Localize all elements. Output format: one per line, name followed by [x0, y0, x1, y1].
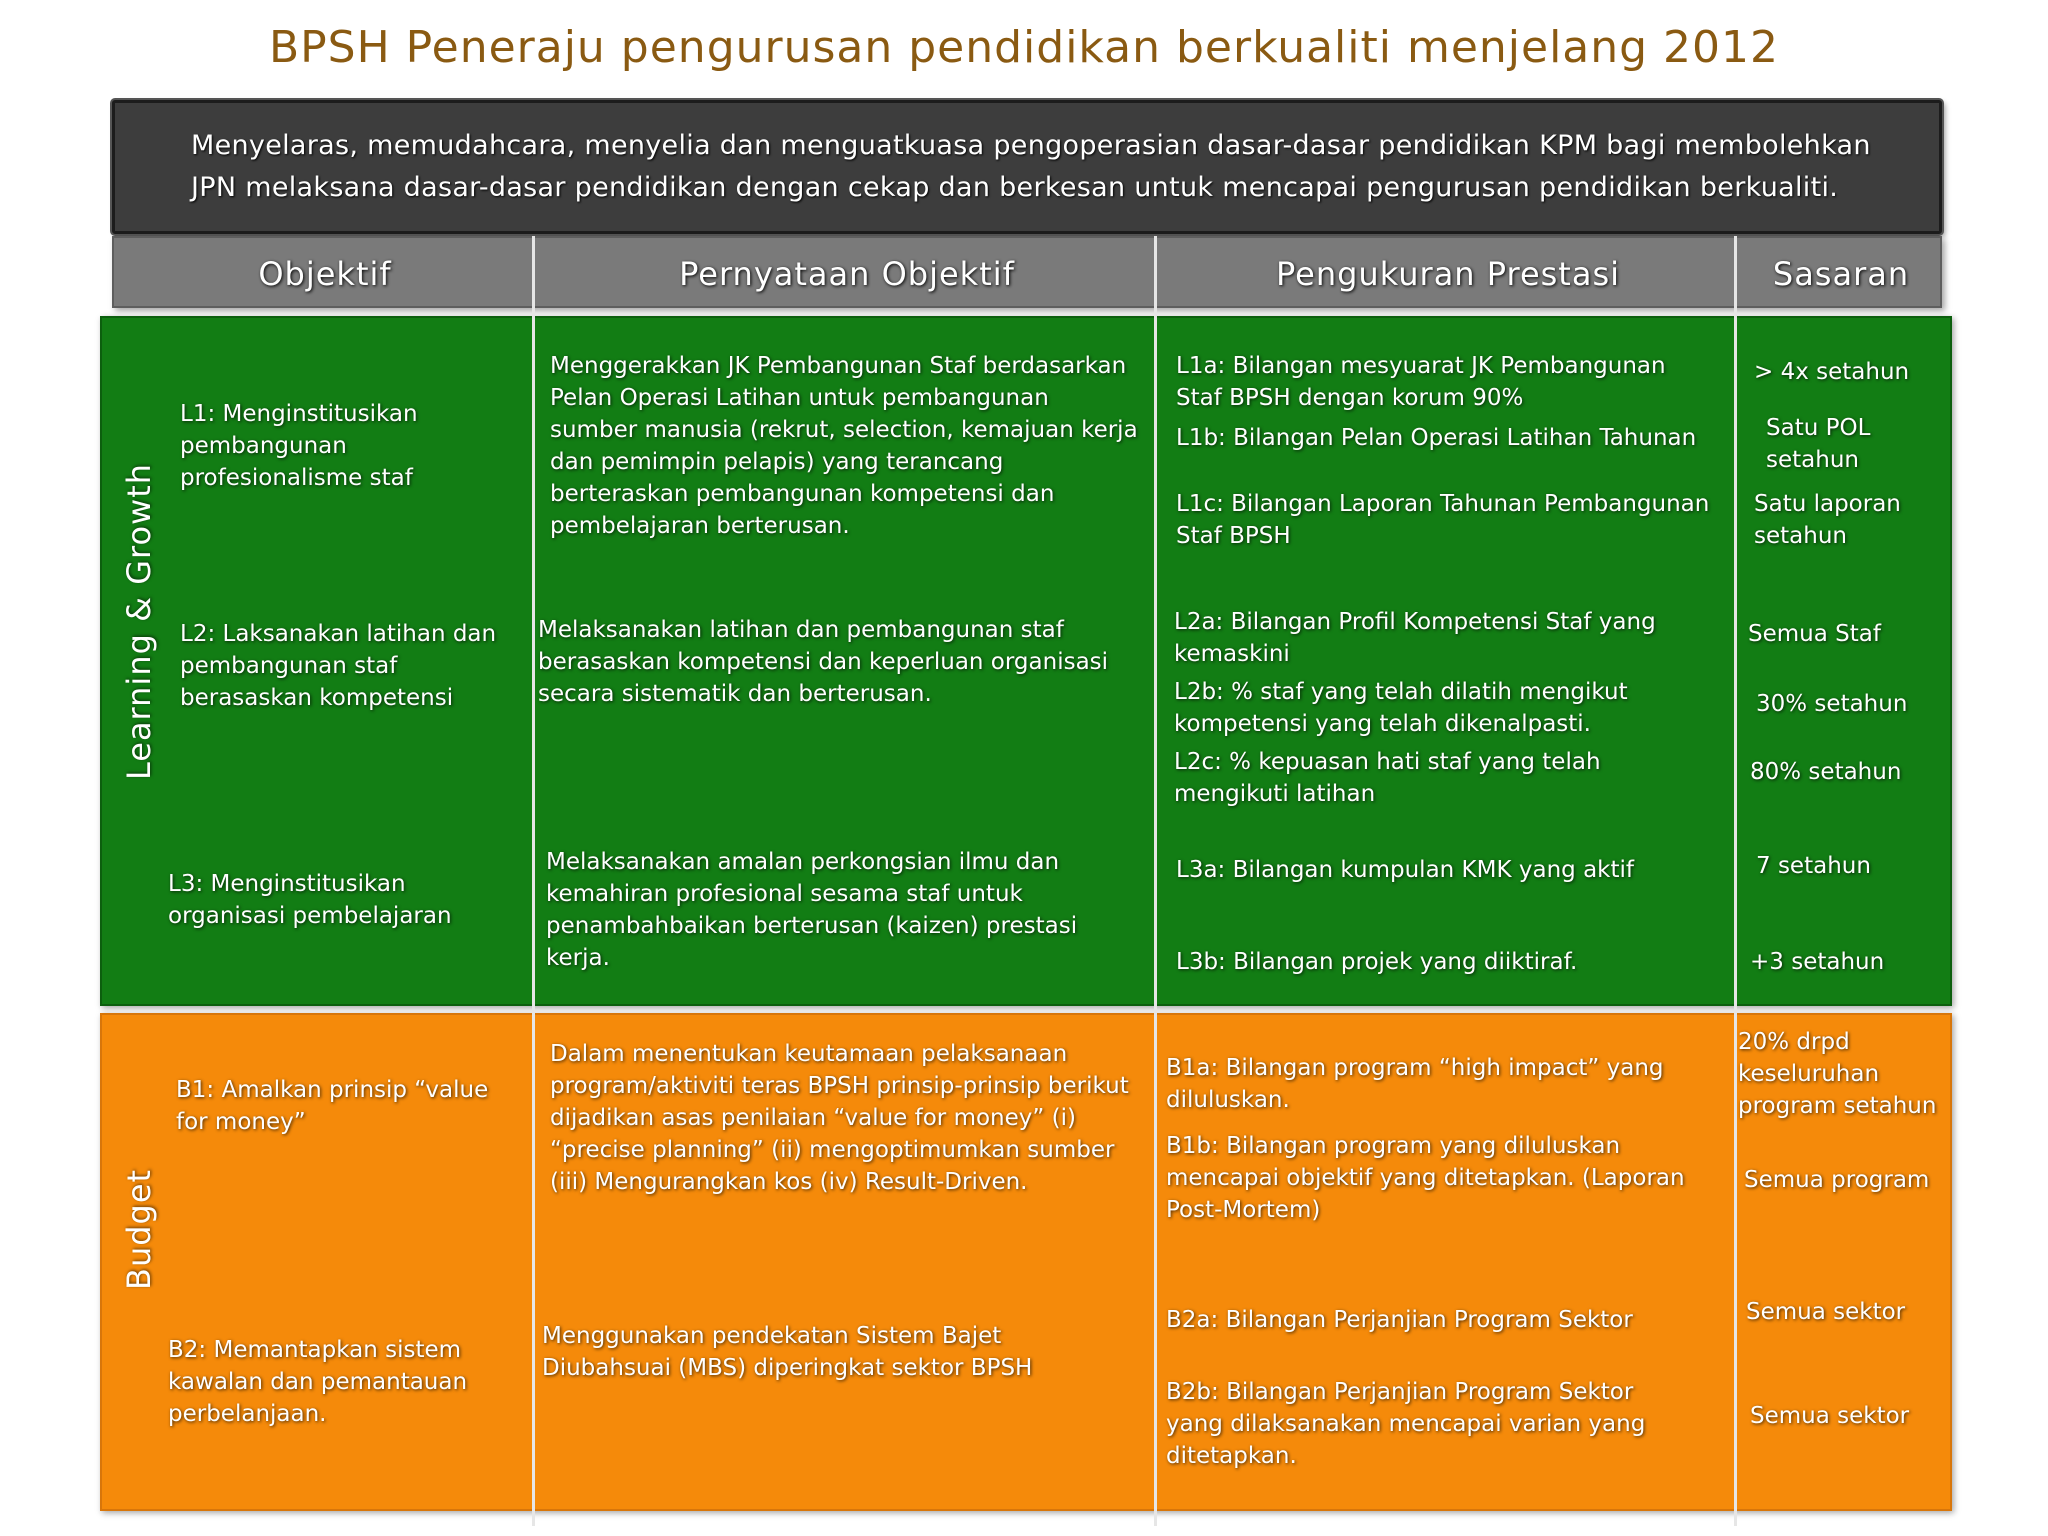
header-pengukuran-prestasi: Pengukuran Prestasi	[1275, 255, 1621, 293]
perspective-learning-growth: Learning & Growth	[120, 462, 158, 780]
measure-B1b: B1b: Bilangan program yang diluluskan mencapai objektif yang ditetapkan. (Laporan Post-Mortem)	[1166, 1133, 1685, 1223]
measure-L3a: L3a: Bilangan kumpulan KMK yang aktif	[1176, 857, 1634, 883]
statement-L2: Melaksanakan latihan dan pembangunan staf berasaskan kompetensi dan keperluan organisasi secara sistematik dan berterusan.	[538, 617, 1109, 707]
measure-L1b: L1b: Bilangan Pelan Operasi Latihan Tahunan	[1176, 425, 1697, 451]
target-L1c: Satu laporan setahun	[1754, 491, 1901, 549]
measure-L2c: L2c: % kepuasan hati staf yang telah mengikuti latihan	[1174, 749, 1601, 807]
measure-B2b: B2b: Bilangan Perjanjian Program Sektor yang dilaksanakan mencapai varian yang ditetapkan.	[1166, 1379, 1646, 1469]
measure-L1a: L1a: Bilangan mesyuarat JK Pembangunan Staf BPSH dengan korum 90%	[1176, 353, 1666, 411]
mission-line-1: Menyelaras, memudahcara, menyelia dan menguatkuasa pengoperasian dasar-dasar pendidikan KPM bagi membolehkan	[191, 130, 1871, 161]
target-B2a: Semua sektor	[1746, 1299, 1906, 1325]
column-divider-3	[1734, 236, 1737, 1526]
target-L2c: 80% setahun	[1750, 759, 1902, 785]
column-header-band	[112, 236, 1942, 308]
target-L2a: Semua Staf	[1748, 621, 1881, 647]
measure-L2b: L2b: % staf yang telah dilatih mengikut kompetensi yang telah dikenalpasti.	[1174, 679, 1628, 737]
target-B1b: Semua program	[1744, 1167, 1930, 1193]
perspective-budget: Budget	[120, 1168, 158, 1290]
objective-L2: L2: Laksanakan latihan dan pembangunan staf berasaskan kompetensi	[180, 621, 497, 711]
header-pernyataan-objektif: Pernyataan Objektif	[679, 255, 1015, 293]
objective-B1: B1: Amalkan prinsip “value for money”	[176, 1077, 489, 1135]
statement-L1: Menggerakkan JK Pembangunan Staf berdasarkan Pelan Operasi Latihan untuk pembangunan sumber manusia (rekrut, selection, kemajuan kerja dan pemimpin pelapis) yang terancang berteraskan pembangunan kompetensi dan pembelajaran berterusan.	[550, 353, 1138, 539]
column-divider-2	[1154, 236, 1157, 1526]
measure-B2a: B2a: Bilangan Perjanjian Program Sektor	[1166, 1307, 1633, 1333]
target-L3a: 7 setahun	[1756, 853, 1871, 879]
target-L2b: 30% setahun	[1756, 691, 1908, 717]
target-L1b: Satu POL setahun	[1766, 415, 1871, 473]
mission-statement-band	[112, 100, 1942, 234]
target-L1a: > 4x setahun	[1754, 359, 1910, 385]
header-sasaran: Sasaran	[1772, 255, 1910, 293]
measure-L1c: L1c: Bilangan Laporan Tahunan Pembangunan Staf BPSH	[1176, 491, 1710, 549]
measure-B1a: B1a: Bilangan program “high impact” yang diluluskan.	[1166, 1055, 1664, 1113]
objective-L3: L3: Menginstitusikan organisasi pembelajaran	[168, 871, 452, 929]
mission-line-2: JPN melaksana dasar-dasar pendidikan dengan cekap dan berkesan untuk mencapai pengurusan pendidikan berkualiti.	[191, 172, 1839, 203]
page-title: BPSH Peneraju pengurusan pendidikan berkualiti menjelang 2012	[268, 22, 1780, 73]
statement-B1: Dalam menentukan keutamaan pelaksanaan program/aktiviti teras BPSH prinsip-prinsip berikut dijadikan asas penilaian “value for money” (i) “precise planning” (ii) mengoptimumkan sumber (iii) Mengurangkan kos (iv) Result-Driven.	[550, 1041, 1129, 1195]
statement-B2: Menggunakan pendekatan Sistem Bajet Diubahsuai (MBS) diperingkat sektor BPSH	[542, 1323, 1033, 1381]
target-B1a: 20% drpd keseluruhan program setahun	[1738, 1029, 1937, 1119]
statement-L3: Melaksanakan amalan perkongsian ilmu dan kemahiran profesional sesama staf untuk penambahbaikan berterusan (kaizen) prestasi kerja.	[546, 849, 1078, 971]
target-B2b: Semua sektor	[1750, 1403, 1910, 1429]
measure-L2a: L2a: Bilangan Profil Kompetensi Staf yang kemaskini	[1174, 609, 1656, 667]
header-objektif: Objektif	[258, 255, 392, 293]
target-L3b: +3 setahun	[1750, 949, 1885, 975]
objective-B2: B2: Memantapkan sistem kawalan dan pemantauan perbelanjaan.	[168, 1337, 468, 1427]
column-divider-1	[532, 236, 535, 1526]
objective-L1: L1: Menginstitusikan pembangunan profesionalisme staf	[180, 401, 418, 491]
measure-L3b: L3b: Bilangan projek yang diiktiraf.	[1176, 949, 1578, 975]
